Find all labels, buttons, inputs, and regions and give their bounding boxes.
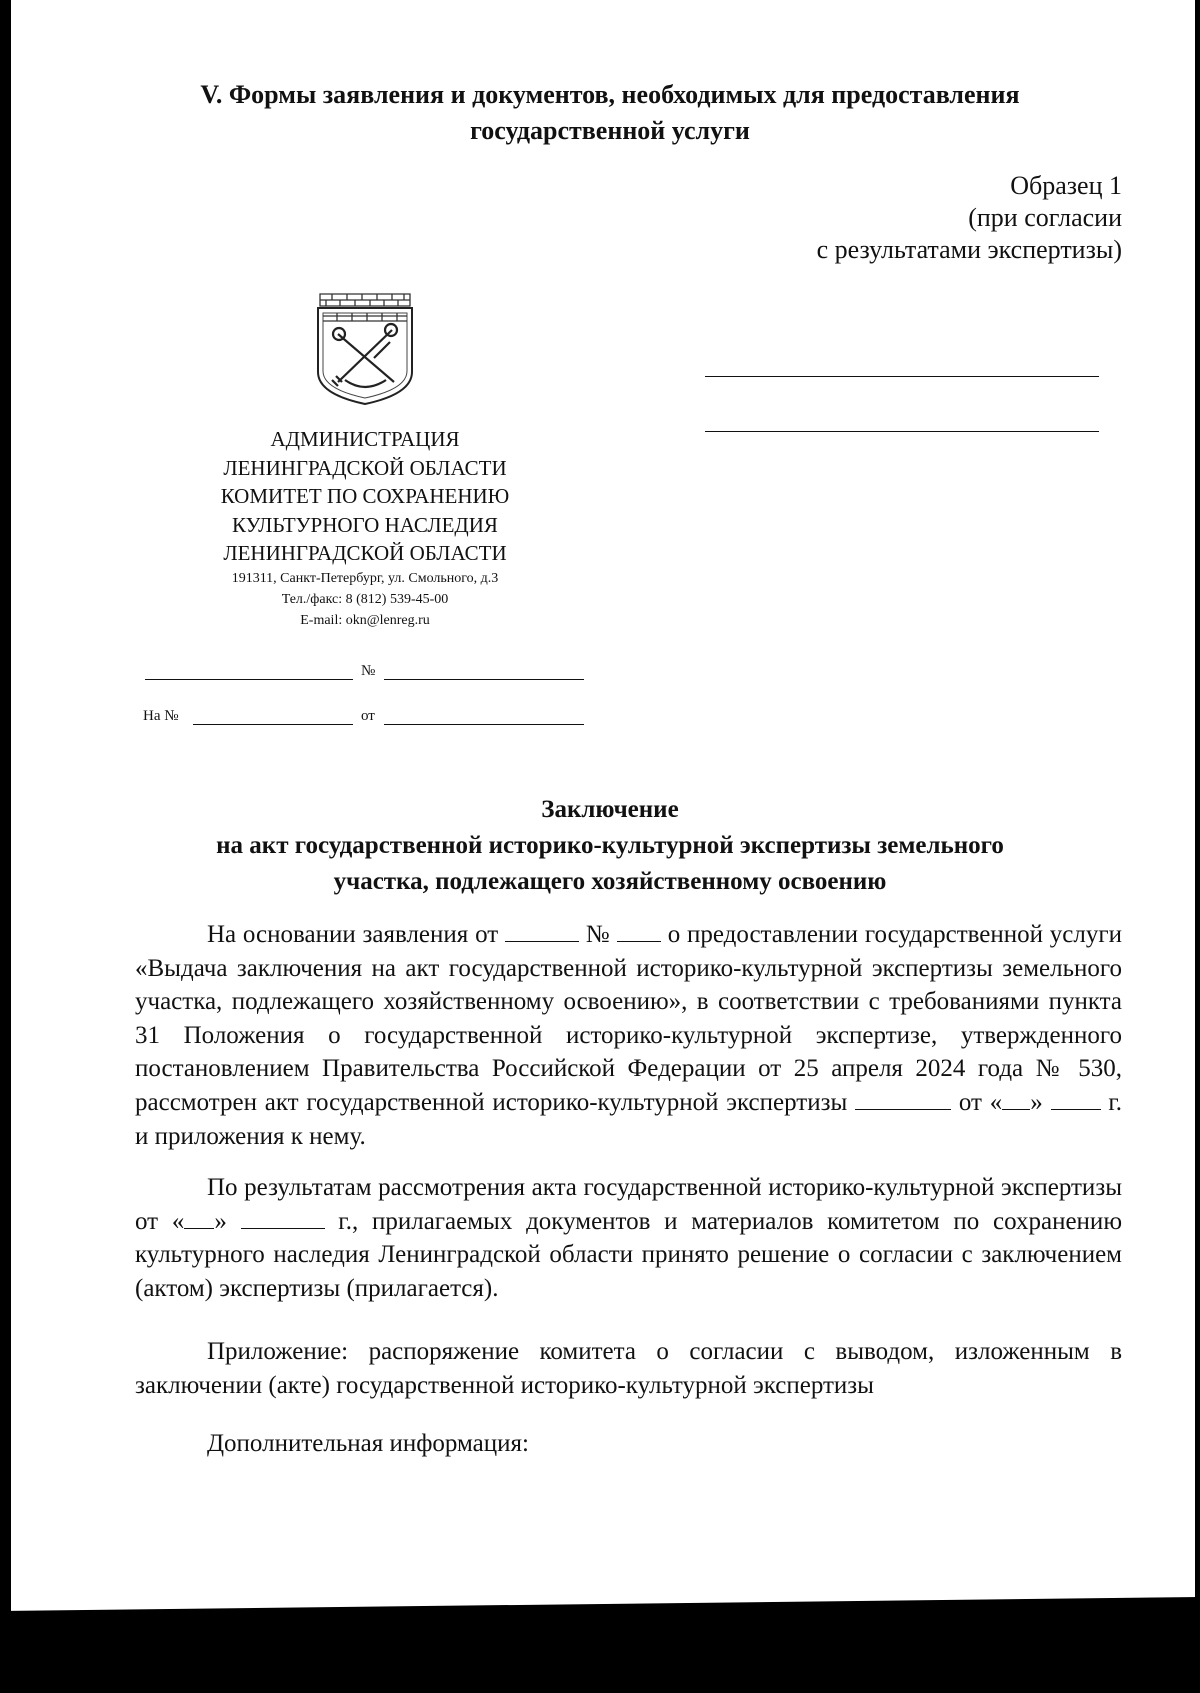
body-paragraph-2: [135, 1171, 1122, 1305]
org-line: ЛЕНИНГРАДСКОЙ ОБЛАСТИ: [223, 455, 507, 480]
body-paragraph-3: [135, 1335, 1122, 1402]
number-label: №: [361, 663, 376, 679]
recipient-line-2: [705, 431, 1099, 432]
scan-left-edge: [0, 0, 11, 1693]
p1-text-c: о предоставлении государственной услуги «Выдача заключения на акт государственной историко-культурной экспертизы земельного участка, подлежащего хозяйственному освоению», в соответствии с требованиями пункта 31 Положения о государственной историко-культурной экспертизе, утвержденного постановлением Правительства Российской Федерации от 25 апреля 2024 года № 530, рассмотрен акт государственной историко-культурной экспертизы: [135, 921, 1122, 1116]
reply-label: На №: [143, 708, 179, 724]
outgoing-date-blank: [145, 679, 353, 680]
expertise-day-blank: [1002, 1089, 1030, 1110]
scan-bottom-band: [0, 1597, 1200, 1693]
org-line: КУЛЬТУРНОГО НАСЛЕДИЯ: [232, 512, 498, 537]
org-phone: Тел./факс: 8 (812) 539-45-00: [281, 592, 449, 607]
p1-text-d: от «: [958, 1088, 1003, 1116]
p1-text-e: »: [1030, 1088, 1043, 1116]
application-number-blank: [617, 921, 661, 942]
p3-text: Приложение: распоряжение комитета о согласии с выводом, изложенным в заключении (акте) государственной историко-культурной экспертизы: [135, 1338, 1122, 1399]
conclusion-subtitle-line-2: участка, подлежащего хозяйственному освоению: [333, 868, 887, 895]
reply-number-row: [0, 705, 600, 727]
section-title-line-2: государственной услуги: [470, 116, 750, 145]
organization-name: [190, 425, 540, 568]
recipient-line-1: [705, 376, 1099, 377]
organization-contacts: [190, 568, 540, 631]
p1-text-a: На основании заявления от: [207, 921, 499, 948]
p1-text-b: №: [585, 921, 611, 948]
sample-note-line-2: (при согласии: [968, 203, 1122, 232]
outgoing-number-blank: [384, 679, 584, 680]
scan-right-edge: [1195, 0, 1200, 1693]
org-line: ЛЕНИНГРАДСКОЙ ОБЛАСТИ: [223, 541, 507, 565]
body-paragraph-1: [135, 918, 1122, 1153]
p2-text-b: »: [214, 1207, 227, 1235]
act-date-blank: [241, 1208, 325, 1229]
application-date-blank: [505, 921, 579, 942]
reply-number-blank: [193, 724, 353, 725]
org-email: E-mail: okn@lenreg.ru: [300, 613, 430, 628]
org-line: КОМИТЕТ ПО СОХРАНЕНИЮ: [220, 484, 510, 508]
body-paragraph-4: [135, 1427, 1122, 1461]
sample-note: [700, 170, 1122, 266]
from-label: от: [361, 708, 375, 724]
sample-note-line-1: Образец 1: [1010, 171, 1122, 200]
section-title: [150, 77, 1070, 149]
expertise-number-blank: [855, 1089, 951, 1110]
section-title-line-1: V. Формы заявления и документов, необходимых для предоставления: [200, 80, 1020, 109]
conclusion-subtitle-line-1: на акт государственной историко-культурной экспертизы земельного: [216, 832, 1004, 859]
p2-text-a: По результатам рассмотрения акта государственной историко-культурной экспертизы от «: [135, 1174, 1122, 1235]
outgoing-number-row: [0, 660, 600, 682]
coat-of-arms-icon: [312, 290, 418, 406]
act-day-blank: [184, 1208, 214, 1229]
p1-text-f: г. и приложения к нему.: [135, 1088, 1123, 1150]
p4-text: Дополнительная информация:: [207, 1430, 529, 1457]
expertise-year-blank: [1051, 1089, 1101, 1110]
sample-note-line-3: с результатами экспертизы): [816, 235, 1122, 264]
org-address: 191311, Санкт-Петербург, ул. Смольного, д.3: [231, 571, 499, 586]
p2-text-c: г., прилагаемых документов и материалов комитетом по сохранению культурного наследия Ленинградской области принято решение о согласии с заключением (актом) экспертизы (прилагается).: [135, 1207, 1122, 1302]
org-line: АДМИНИСТРАЦИЯ: [270, 427, 460, 451]
reply-date-blank: [384, 724, 584, 725]
conclusion-heading: Заключение: [541, 796, 679, 823]
conclusion-title: [150, 792, 1070, 900]
